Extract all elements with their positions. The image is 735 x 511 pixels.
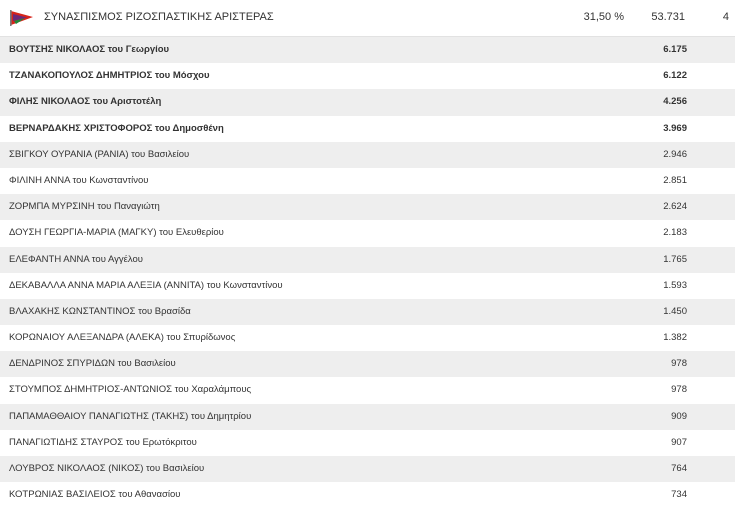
candidate-row [0, 456, 735, 482]
candidate-list [0, 37, 735, 508]
candidate-name: ΛΟΥΒΡΟΣ ΝΙΚΟΛΑΟΣ (ΝΙΚΟΣ) του Βασιλείου [9, 463, 205, 474]
candidate-name: ΤΖΑΝΑΚΟΠΟΥΛΟΣ ΔΗΜΗΤΡΙΟΣ του Μόσχου [9, 70, 210, 82]
candidate-votes: 764 [671, 463, 687, 474]
candidate-row [0, 194, 735, 220]
candidate-name: ΒΟΥΤΣΗΣ ΝΙΚΟΛΑΟΣ του Γεωργίου [9, 44, 170, 55]
candidate-name: ΔΟΥΣΗ ΓΕΩΡΓΙΑ-ΜΑΡΙΑ (ΜΑΓΚΥ) του Ελευθερίου [9, 227, 224, 239]
candidate-row [0, 142, 735, 168]
candidate-row [0, 325, 735, 351]
candidate-votes: 978 [671, 358, 687, 370]
candidate-name: ΣΤΟΥΜΠΟΣ ΔΗΜΗΤΡΙΟΣ-ΑΝΤΩΝΙΟΣ του Χαραλάμπους [9, 384, 252, 396]
candidate-votes: 2.946 [663, 148, 687, 160]
party-name: ΣΥΝΑΣΠΙΣΜΟΣ ΡΙΖΟΣΠΑΣΤΙΚΗΣ ΑΡΙΣΤΕΡΑΣ [44, 11, 274, 23]
candidate-votes: 1.765 [663, 253, 687, 265]
candidate-row [0, 404, 735, 430]
candidate-name: ΦΙΛΙΝΗ ΑΝΝΑ του Κωνσταντίνου [9, 174, 149, 186]
candidate-row [0, 430, 735, 456]
candidate-votes: 1.450 [663, 305, 687, 317]
candidate-votes: 1.382 [663, 332, 687, 344]
candidate-row [0, 273, 735, 299]
candidate-row [0, 299, 735, 325]
candidate-row [0, 116, 735, 142]
candidate-row [0, 482, 735, 508]
candidate-row [0, 168, 735, 194]
party-percent: 31,50 % [583, 11, 624, 23]
candidate-row [0, 37, 735, 63]
party-votes: 53.731 [651, 11, 685, 23]
candidate-votes: 1.593 [663, 279, 687, 291]
candidate-name: ΚΟΡΩΝΑΙΟΥ ΑΛΕΞΑΝΔΡΑ (ΑΛΕΚΑ) του Σπυρίδωνος [9, 332, 236, 344]
candidate-name: ΒΕΡΝΑΡΔΑΚΗΣ ΧΡΙΣΤΟΦΟΡΟΣ του Δημοσθένη [9, 122, 224, 134]
candidate-name: ΦΙΛΗΣ ΝΙΚΟΛΑΟΣ του Αριστοτέλη [9, 96, 162, 108]
candidate-votes: 909 [671, 410, 687, 422]
candidate-name: ΠΑΝΑΓΙΩΤΙΔΗΣ ΣΤΑΥΡΟΣ του Ερωτόκριτου [9, 436, 197, 448]
candidate-row [0, 220, 735, 246]
candidate-name: ΕΛΕΦΑΝΤΗ ΑΝΝΑ του Αγγέλου [9, 253, 144, 265]
candidate-votes: 978 [671, 384, 687, 396]
candidate-votes: 6.122 [663, 70, 687, 82]
candidate-votes: 4.256 [663, 96, 687, 108]
party-header-row[interactable] [0, 0, 735, 37]
candidate-votes: 734 [671, 489, 687, 501]
candidate-votes: 2.851 [663, 174, 687, 186]
candidate-row [0, 63, 735, 89]
candidate-votes: 2.183 [663, 227, 687, 239]
candidate-name: ΒΛΑΧΑΚΗΣ ΚΩΝΣΤΑΝΤΙΝΟΣ του Βρασίδα [9, 305, 191, 317]
candidate-name: ΚΟΤΡΩΝΙΑΣ ΒΑΣΙΛΕΙΟΣ του Αθανασίου [9, 489, 181, 501]
candidate-row [0, 351, 735, 377]
candidate-row [0, 247, 735, 273]
candidate-votes: 2.624 [663, 201, 687, 213]
candidate-votes: 907 [671, 436, 687, 448]
candidate-row [0, 377, 735, 403]
candidate-votes: 3.969 [663, 122, 687, 134]
candidate-row [0, 89, 735, 115]
candidate-name: ΣΒΙΓΚΟΥ ΟΥΡΑΝΙΑ (ΡΑΝΙΑ) του Βασιλείου [9, 148, 190, 160]
candidate-name: ΔΕΚΑΒΑΛΛΑ ΑΝΝΑ ΜΑΡΙΑ ΑΛΕΞΙΑ (ΑΝΝΙΤΑ) του Κωνσταντίνου [9, 279, 283, 291]
syriza-flag-logo-icon [8, 8, 36, 28]
candidate-name: ΔΕΝΔΡΙΝΟΣ ΣΠΥΡΙΔΩΝ του Βασιλείου [9, 358, 176, 370]
candidate-votes: 6.175 [663, 44, 687, 55]
party-seats: 4 [722, 11, 729, 23]
candidate-name: ΖΟΡΜΠΑ ΜΥΡΣΙΝΗ του Παναγιώτη [9, 201, 160, 213]
candidate-name: ΠΑΠΑΜΑΘΘΑΙΟΥ ΠΑΝΑΓΙΩΤΗΣ (ΤΑΚΗΣ) του Δημητρίου [9, 410, 252, 422]
